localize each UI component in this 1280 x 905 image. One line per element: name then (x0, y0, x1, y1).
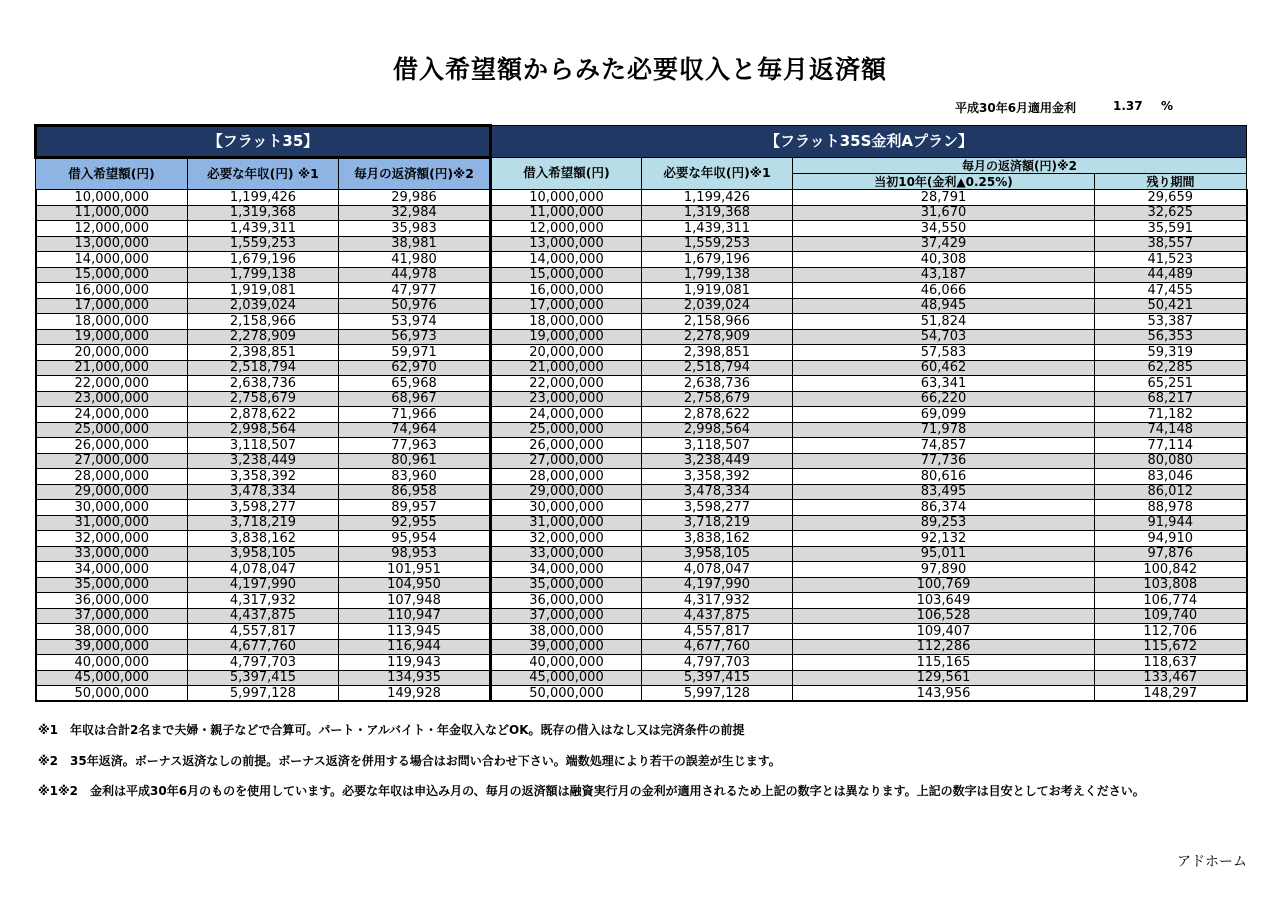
table-cell: 66,220 (793, 391, 1095, 407)
table-cell: 45,000,000 (36, 670, 188, 686)
table-cell: 33,000,000 (36, 546, 188, 562)
table-cell: 21,000,000 (491, 360, 642, 376)
table-cell: 59,319 (1095, 345, 1247, 361)
table-cell: 33,000,000 (491, 546, 642, 562)
table-cell: 100,842 (1095, 562, 1247, 578)
table-cell: 3,598,277 (188, 500, 339, 516)
table-cell: 1,439,311 (642, 221, 793, 237)
table-cell: 35,000,000 (491, 577, 642, 593)
table-cell: 77,114 (1095, 438, 1247, 454)
table-cell: 92,955 (339, 515, 491, 531)
table-cell: 34,550 (793, 221, 1095, 237)
table-cell: 106,528 (793, 608, 1095, 624)
table-cell: 65,968 (339, 376, 491, 392)
table-cell: 57,583 (793, 345, 1095, 361)
table-cell: 95,011 (793, 546, 1095, 562)
table-cell: 68,967 (339, 391, 491, 407)
table-cell: 35,000,000 (36, 577, 188, 593)
table-cell: 3,238,449 (188, 453, 339, 469)
table-cell: 4,677,760 (188, 639, 339, 655)
table-cell: 149,928 (339, 686, 491, 702)
table-cell: 2,758,679 (188, 391, 339, 407)
table-cell: 1,559,253 (642, 236, 793, 252)
table-cell: 41,523 (1095, 252, 1247, 268)
table-cell: 18,000,000 (36, 314, 188, 330)
table-cell: 115,165 (793, 655, 1095, 671)
table-cell: 2,638,736 (642, 376, 793, 392)
table-cell: 38,557 (1095, 236, 1247, 252)
table-cell: 4,197,990 (188, 577, 339, 593)
table-cell: 28,000,000 (36, 469, 188, 485)
table-cell: 86,374 (793, 500, 1095, 516)
table-cell: 53,974 (339, 314, 491, 330)
table-cell: 2,878,622 (188, 407, 339, 423)
col-loan-amount-right: 借入希望額(円) (491, 158, 642, 190)
table-cell: 12,000,000 (491, 221, 642, 237)
table-cell: 19,000,000 (36, 329, 188, 345)
table-cell: 77,736 (793, 453, 1095, 469)
table-cell: 17,000,000 (36, 298, 188, 314)
table-cell: 16,000,000 (36, 283, 188, 299)
table-cell: 43,187 (793, 267, 1095, 283)
table-row (36, 252, 1247, 268)
table-row (36, 360, 1247, 376)
table-row (36, 283, 1247, 299)
table-row (36, 624, 1247, 640)
table-cell: 29,000,000 (36, 484, 188, 500)
table-cell: 20,000,000 (36, 345, 188, 361)
table-cell: 3,958,105 (642, 546, 793, 562)
table-cell: 59,971 (339, 345, 491, 361)
table-cell: 3,118,507 (188, 438, 339, 454)
table-cell: 14,000,000 (491, 252, 642, 268)
table-cell: 2,518,794 (642, 360, 793, 376)
table-cell: 2,158,966 (642, 314, 793, 330)
table-cell: 91,944 (1095, 515, 1247, 531)
table-cell: 104,950 (339, 577, 491, 593)
table-cell: 28,000,000 (491, 469, 642, 485)
table-cell: 133,467 (1095, 670, 1247, 686)
table-row (36, 608, 1247, 624)
table-cell: 31,000,000 (491, 515, 642, 531)
table-cell: 62,285 (1095, 360, 1247, 376)
table-cell: 88,978 (1095, 500, 1247, 516)
table-cell: 39,000,000 (36, 639, 188, 655)
table-cell: 20,000,000 (491, 345, 642, 361)
table-cell: 50,000,000 (491, 686, 642, 702)
table-cell: 32,984 (339, 205, 491, 221)
table-cell: 101,951 (339, 562, 491, 578)
table-cell: 83,960 (339, 469, 491, 485)
table-cell: 32,625 (1095, 205, 1247, 221)
col-first-10-years: 当初10年(金利▲0.25%) (793, 174, 1095, 190)
table-cell: 3,358,392 (642, 469, 793, 485)
table-row (36, 391, 1247, 407)
table-cell: 37,429 (793, 236, 1095, 252)
table-cell: 2,398,851 (188, 345, 339, 361)
table-row (36, 298, 1247, 314)
col-required-income-left: 必要な年収(円) ※1 (188, 158, 339, 190)
table-cell: 5,997,128 (642, 686, 793, 702)
table-cell: 86,958 (339, 484, 491, 500)
table-row (36, 205, 1247, 221)
table-cell: 21,000,000 (36, 360, 188, 376)
table-row (36, 531, 1247, 547)
table-row (36, 329, 1247, 345)
table-cell: 71,966 (339, 407, 491, 423)
table-row (36, 686, 1247, 702)
table-cell: 26,000,000 (491, 438, 642, 454)
table-cell: 83,046 (1095, 469, 1247, 485)
table-row (36, 314, 1247, 330)
table-row (36, 190, 1247, 206)
table-cell: 100,769 (793, 577, 1095, 593)
table-cell: 112,286 (793, 639, 1095, 655)
table-cell: 25,000,000 (491, 422, 642, 438)
table-cell: 3,478,334 (642, 484, 793, 500)
table-cell: 29,000,000 (491, 484, 642, 500)
table-cell: 56,973 (339, 329, 491, 345)
table-cell: 38,981 (339, 236, 491, 252)
table-row (36, 515, 1247, 531)
table-cell: 32,000,000 (491, 531, 642, 547)
table-cell: 41,980 (339, 252, 491, 268)
table-cell: 1,679,196 (188, 252, 339, 268)
table-cell: 1,919,081 (188, 283, 339, 299)
table-cell: 2,998,564 (642, 422, 793, 438)
table-cell: 13,000,000 (36, 236, 188, 252)
table-cell: 15,000,000 (491, 267, 642, 283)
table-cell: 12,000,000 (36, 221, 188, 237)
table-cell: 2,758,679 (642, 391, 793, 407)
table-cell: 2,158,966 (188, 314, 339, 330)
table-cell: 36,000,000 (36, 593, 188, 609)
table-cell: 3,838,162 (642, 531, 793, 547)
page-title: 借入希望額からみた必要収入と毎月返済額 (392, 55, 887, 84)
table-cell: 74,857 (793, 438, 1095, 454)
table-cell: 4,557,817 (642, 624, 793, 640)
table-cell: 89,957 (339, 500, 491, 516)
table-cell: 16,000,000 (491, 283, 642, 299)
table-cell: 71,182 (1095, 407, 1247, 423)
table-cell: 40,308 (793, 252, 1095, 268)
rate-value: 1.37 (1113, 99, 1143, 113)
table-cell: 37,000,000 (36, 608, 188, 624)
table-cell: 51,824 (793, 314, 1095, 330)
table-cell: 19,000,000 (491, 329, 642, 345)
table-cell: 40,000,000 (491, 655, 642, 671)
col-required-income-right: 必要な年収(円)※1 (642, 158, 793, 190)
table-row (36, 236, 1247, 252)
table-cell: 4,437,875 (642, 608, 793, 624)
table-row (36, 453, 1247, 469)
table-cell: 27,000,000 (491, 453, 642, 469)
col-monthly-payment-left: 毎月の返済額(円)※2 (339, 158, 491, 190)
table-cell: 3,718,219 (188, 515, 339, 531)
table-cell: 3,718,219 (642, 515, 793, 531)
table-cell: 2,278,909 (188, 329, 339, 345)
table-cell: 4,797,703 (642, 655, 793, 671)
table-cell: 103,649 (793, 593, 1095, 609)
table-cell: 11,000,000 (491, 205, 642, 221)
table-cell: 69,099 (793, 407, 1095, 423)
table-cell: 3,838,162 (188, 531, 339, 547)
table-cell: 34,000,000 (491, 562, 642, 578)
table-cell: 98,953 (339, 546, 491, 562)
table-cell: 32,000,000 (36, 531, 188, 547)
table-row (36, 639, 1247, 655)
repayment-table (34, 124, 1248, 702)
table-cell: 30,000,000 (491, 500, 642, 516)
table-cell: 80,080 (1095, 453, 1247, 469)
table-row (36, 655, 1247, 671)
table-cell: 23,000,000 (491, 391, 642, 407)
table-cell: 80,616 (793, 469, 1095, 485)
table-row (36, 562, 1247, 578)
table-cell: 3,238,449 (642, 453, 793, 469)
table-cell: 89,253 (793, 515, 1095, 531)
table-row (36, 345, 1247, 361)
table-row (36, 407, 1247, 423)
table-cell: 106,774 (1095, 593, 1247, 609)
rate-unit: % (1161, 99, 1174, 113)
table-row (36, 438, 1247, 454)
table-cell: 5,397,415 (642, 670, 793, 686)
table-cell: 26,000,000 (36, 438, 188, 454)
table-cell: 3,958,105 (188, 546, 339, 562)
table-cell: 1,799,138 (642, 267, 793, 283)
table-cell: 1,199,426 (188, 190, 339, 206)
table-cell: 47,455 (1095, 283, 1247, 299)
table-row (36, 593, 1247, 609)
table-cell: 11,000,000 (36, 205, 188, 221)
col-monthly-payment-right: 毎月の返済額(円)※2 (793, 158, 1247, 174)
table-cell: 1,919,081 (642, 283, 793, 299)
table-cell: 74,964 (339, 422, 491, 438)
table-cell: 36,000,000 (491, 593, 642, 609)
table-cell: 34,000,000 (36, 562, 188, 578)
table-cell: 110,947 (339, 608, 491, 624)
table-cell: 24,000,000 (491, 407, 642, 423)
table-cell: 45,000,000 (491, 670, 642, 686)
table-cell: 5,397,415 (188, 670, 339, 686)
rate-label: 平成30年6月適用金利 (955, 101, 1077, 115)
table-cell: 68,217 (1095, 391, 1247, 407)
table-row (36, 422, 1247, 438)
table-cell: 10,000,000 (36, 190, 188, 206)
table-row (36, 221, 1247, 237)
table-cell: 1,319,368 (642, 205, 793, 221)
table-cell: 2,398,851 (642, 345, 793, 361)
plan-flat35s-header: 【フラット35S金利Aプラン】 (491, 126, 1247, 158)
table-cell: 2,278,909 (642, 329, 793, 345)
table-cell: 86,012 (1095, 484, 1247, 500)
table-cell: 50,000,000 (36, 686, 188, 702)
table-cell: 109,740 (1095, 608, 1247, 624)
table-cell: 97,876 (1095, 546, 1247, 562)
table-cell: 15,000,000 (36, 267, 188, 283)
col-loan-amount-left: 借入希望額(円) (36, 158, 188, 190)
table-cell: 1,319,368 (188, 205, 339, 221)
table-cell: 109,407 (793, 624, 1095, 640)
table-cell: 29,659 (1095, 190, 1247, 206)
table-cell: 2,518,794 (188, 360, 339, 376)
table-cell: 92,132 (793, 531, 1095, 547)
table-cell: 38,000,000 (36, 624, 188, 640)
table-cell: 3,598,277 (642, 500, 793, 516)
table-cell: 35,591 (1095, 221, 1247, 237)
table-cell: 62,970 (339, 360, 491, 376)
table-cell: 27,000,000 (36, 453, 188, 469)
company-name: アドホーム (1177, 854, 1247, 870)
table-cell: 23,000,000 (36, 391, 188, 407)
table-cell: 44,489 (1095, 267, 1247, 283)
table-cell: 4,797,703 (188, 655, 339, 671)
table-cell: 143,956 (793, 686, 1095, 702)
table-cell: 60,462 (793, 360, 1095, 376)
table-row (36, 484, 1247, 500)
table-cell: 46,066 (793, 283, 1095, 299)
table-row (36, 546, 1247, 562)
table-cell: 4,557,817 (188, 624, 339, 640)
table-cell: 107,948 (339, 593, 491, 609)
table-cell: 2,638,736 (188, 376, 339, 392)
table-cell: 4,677,760 (642, 639, 793, 655)
table-cell: 37,000,000 (491, 608, 642, 624)
col-remaining-period: 残り期間 (1095, 174, 1247, 190)
table-cell: 4,437,875 (188, 608, 339, 624)
table-cell: 65,251 (1095, 376, 1247, 392)
table-cell: 129,561 (793, 670, 1095, 686)
table-cell: 63,341 (793, 376, 1095, 392)
table-cell: 4,197,990 (642, 577, 793, 593)
table-cell: 116,944 (339, 639, 491, 655)
table-row (36, 267, 1247, 283)
table-cell: 31,670 (793, 205, 1095, 221)
table-cell: 56,353 (1095, 329, 1247, 345)
table-body (36, 190, 1247, 702)
table-cell: 30,000,000 (36, 500, 188, 516)
table-cell: 40,000,000 (36, 655, 188, 671)
note-1: ※1 年収は合計2名まで夫婦・親子などで合算可。パート・アルバイト・年金収入などOK。既存の借入はなし又は完済条件の前提 (38, 723, 745, 737)
table-cell: 148,297 (1095, 686, 1247, 702)
table-cell: 17,000,000 (491, 298, 642, 314)
table-cell: 71,978 (793, 422, 1095, 438)
table-cell: 113,945 (339, 624, 491, 640)
table-cell: 13,000,000 (491, 236, 642, 252)
table-row (36, 670, 1247, 686)
note-3: ※1※2 金利は平成30年6月のものを使用しています。必要な年収は申込み月の、毎月の返済額は融資実行月の金利が適用されるため上記の数字とは異なります。上記の数字は目安としてお考えください。 (38, 784, 1145, 798)
table-cell: 29,986 (339, 190, 491, 206)
table-cell: 24,000,000 (36, 407, 188, 423)
table-cell: 50,976 (339, 298, 491, 314)
table-cell: 134,935 (339, 670, 491, 686)
note-2: ※2 35年返済。ボーナス返済なしの前提。ボーナス返済を併用する場合はお問い合わせ下さい。端数処理により若干の誤差が生じます。 (38, 754, 781, 768)
table-cell: 115,672 (1095, 639, 1247, 655)
table-cell: 22,000,000 (36, 376, 188, 392)
table-cell: 47,977 (339, 283, 491, 299)
table-cell: 10,000,000 (491, 190, 642, 206)
plan-flat35-header: 【フラット35】 (36, 126, 491, 158)
table-cell: 39,000,000 (491, 639, 642, 655)
table-cell: 5,997,128 (188, 686, 339, 702)
table-cell: 54,703 (793, 329, 1095, 345)
table-cell: 22,000,000 (491, 376, 642, 392)
table-cell: 77,963 (339, 438, 491, 454)
table-cell: 103,808 (1095, 577, 1247, 593)
table-cell: 4,078,047 (188, 562, 339, 578)
table-cell: 3,118,507 (642, 438, 793, 454)
table-cell: 31,000,000 (36, 515, 188, 531)
table-cell: 1,679,196 (642, 252, 793, 268)
table-cell: 95,954 (339, 531, 491, 547)
table-cell: 1,439,311 (188, 221, 339, 237)
table-cell: 35,983 (339, 221, 491, 237)
table-cell: 53,387 (1095, 314, 1247, 330)
table-cell: 112,706 (1095, 624, 1247, 640)
table-cell: 2,039,024 (642, 298, 793, 314)
table-cell: 83,495 (793, 484, 1095, 500)
table-cell: 14,000,000 (36, 252, 188, 268)
table-row (36, 577, 1247, 593)
table-cell: 2,039,024 (188, 298, 339, 314)
table-cell: 94,910 (1095, 531, 1247, 547)
table-cell: 3,478,334 (188, 484, 339, 500)
table-row (36, 500, 1247, 516)
table-cell: 118,637 (1095, 655, 1247, 671)
applied-rate (955, 99, 1195, 116)
table-cell: 119,943 (339, 655, 491, 671)
table-cell: 2,878,622 (642, 407, 793, 423)
table-cell: 28,791 (793, 190, 1095, 206)
table-cell: 4,078,047 (642, 562, 793, 578)
table-cell: 97,890 (793, 562, 1095, 578)
table-row (36, 469, 1247, 485)
table-cell: 4,317,932 (188, 593, 339, 609)
table-row (36, 376, 1247, 392)
table-cell: 38,000,000 (491, 624, 642, 640)
table-cell: 2,998,564 (188, 422, 339, 438)
table-cell: 25,000,000 (36, 422, 188, 438)
table-cell: 80,961 (339, 453, 491, 469)
table-cell: 4,317,932 (642, 593, 793, 609)
table-cell: 44,978 (339, 267, 491, 283)
table-cell: 48,945 (793, 298, 1095, 314)
table-cell: 3,358,392 (188, 469, 339, 485)
table-cell: 50,421 (1095, 298, 1247, 314)
table-cell: 18,000,000 (491, 314, 642, 330)
table-cell: 1,199,426 (642, 190, 793, 206)
table-cell: 1,799,138 (188, 267, 339, 283)
table-cell: 74,148 (1095, 422, 1247, 438)
table-cell: 1,559,253 (188, 236, 339, 252)
